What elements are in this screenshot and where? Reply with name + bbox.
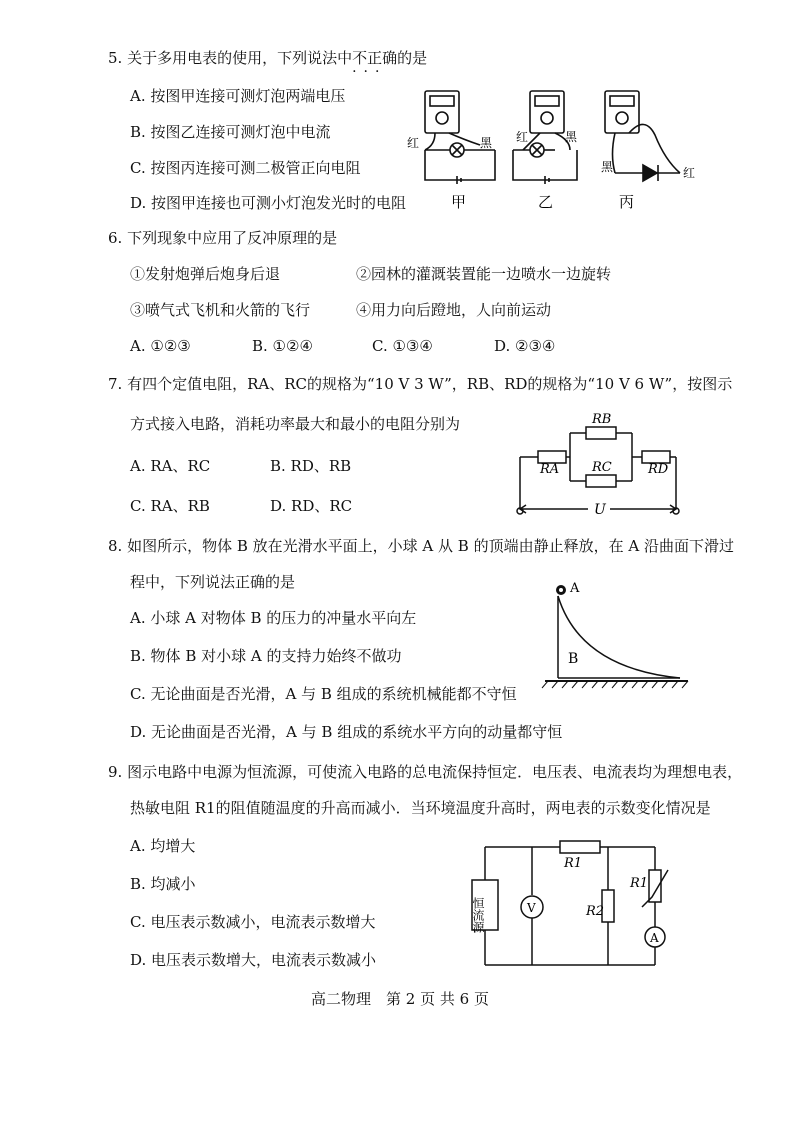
q7-label-u: U [594, 502, 606, 518]
q9-ammeter-a: A [650, 931, 659, 945]
q7-label-ra: RA [540, 462, 560, 477]
q9-option-a: A. 均增大 [130, 837, 196, 855]
q9-option-c: C. 电压表示数减小，电流表示数增大 [130, 913, 376, 931]
q5-option-d: D. 按图甲连接也可测小灯泡发光时的电阻 [130, 194, 407, 212]
q7-option-a: A. RA、RC [130, 457, 211, 475]
q6-option-a: A. ①②③ [130, 337, 191, 355]
q5-caption-yi: 乙 [538, 193, 554, 211]
q7-stem-line1: 7. 有四个定值电阻，RA、RC的规格为“10 V 3 W”，RB、RD的规格为“10 V 6 W”，按图示 [108, 375, 733, 393]
q7-option-b: B. RD、RB [270, 457, 352, 475]
q9-stem-line2: 热敏电阻 R1的阻值随温度的升高而减小．当环境温度升高时，两电表的示数变化情况是 [130, 799, 711, 817]
q9-label-r1-thermistor: R1 [630, 876, 649, 891]
q9-circuit-figure [470, 835, 680, 975]
q5-label-black-1: 黑 [480, 136, 493, 150]
q9-label-source: 恒流源 [471, 897, 485, 933]
q5-multimeter-figure [405, 85, 705, 220]
q5-stem [108, 48, 427, 68]
q6-item-4: ④用力向后蹬地，人向前运动 [356, 301, 552, 319]
q8-stem-line2: 程中，下列说法正确的是 [130, 573, 296, 591]
q5-caption-bing: 丙 [619, 193, 635, 211]
q5-label-red-2: 红 [516, 130, 529, 144]
q6-option-b: B. ①②④ [252, 337, 313, 355]
q6-item-3: ③喷气式飞机和火箭的飞行 [130, 301, 311, 319]
q9-stem-line1: 9. 图示电路中电源为恒流源，可使流入电路的总电流保持恒定．电压表、电流表均为理想电表， [108, 763, 743, 781]
q8-stem-line1: 8. 如图所示，物体 B 放在光滑水平面上，小球 A 从 B 的顶端由静止释放，在 A 沿曲面下滑过 [108, 537, 734, 555]
q8-option-d: D. 无论曲面是否光滑，A 与 B 组成的系统水平方向的动量都守恒 [130, 723, 563, 741]
q6-stem: 6. 下列现象中应用了反冲原理的是 [108, 229, 338, 247]
q8-label-b: B [568, 651, 579, 667]
q5-label-black-3: 黑 [601, 160, 614, 174]
q6-item-1: ①发射炮弹后炮身后退 [130, 265, 281, 283]
q9-option-b: B. 均减小 [130, 875, 196, 893]
q8-option-c: C. 无论曲面是否光滑，A 与 B 组成的系统机械能都不守恒 [130, 685, 517, 703]
q9-label-r2: R2 [586, 904, 605, 919]
q9-option-d: D. 电压表示数增大，电流表示数减小 [130, 951, 377, 969]
q6-option-d: D. ②③④ [494, 337, 556, 355]
q7-resistor-figure [510, 405, 690, 520]
q6-item-2: ②园林的灌溉装置能一边喷水一边旋转 [356, 265, 612, 283]
q5-stem-post: 的是 [397, 49, 428, 67]
q6-option-c: C. ①③④ [372, 337, 433, 355]
q7-option-c: C. RA、RB [130, 497, 210, 515]
q5-caption-jia: 甲 [451, 193, 467, 211]
q8-incline-figure [540, 578, 690, 693]
q5-option-b: B. 按图乙连接可测灯泡中电流 [130, 123, 331, 141]
q7-label-rd: RD [648, 462, 669, 477]
q5-option-c: C. 按图丙连接可测二极管正向电阻 [130, 159, 361, 177]
q5-label-black-2: 黑 [565, 130, 578, 144]
q7-label-rc: RC [592, 460, 612, 475]
q5-option-a: A. 按图甲连接可测灯泡两端电压 [130, 87, 346, 105]
q7-stem-line2: 方式接入电路，消耗功率最大和最小的电阻分别为 [130, 415, 461, 433]
page-footer: 高二物理 第 2 页 共 6 页 [311, 990, 489, 1008]
q8-option-a: A. 小球 A 对物体 B 的压力的冲量水平向左 [130, 609, 417, 627]
q9-label-r1-top: R1 [564, 856, 583, 871]
q5-label-red-3: 红 [683, 166, 696, 180]
q5-stem-emphasis: 不正确 ··· [352, 49, 397, 67]
q8-option-b: B. 物体 B 对小球 A 的支持力始终不做功 [130, 647, 402, 665]
q7-label-rb: RB [592, 412, 612, 427]
q7-option-d: D. RD、RC [270, 497, 353, 515]
q9-voltmeter-v: V [527, 901, 536, 915]
q5-stem-pre: 5. 关于多用电表的使用，下列说法中 [108, 49, 353, 67]
q5-label-red-1: 红 [407, 136, 420, 150]
q8-label-a: A [570, 581, 580, 596]
